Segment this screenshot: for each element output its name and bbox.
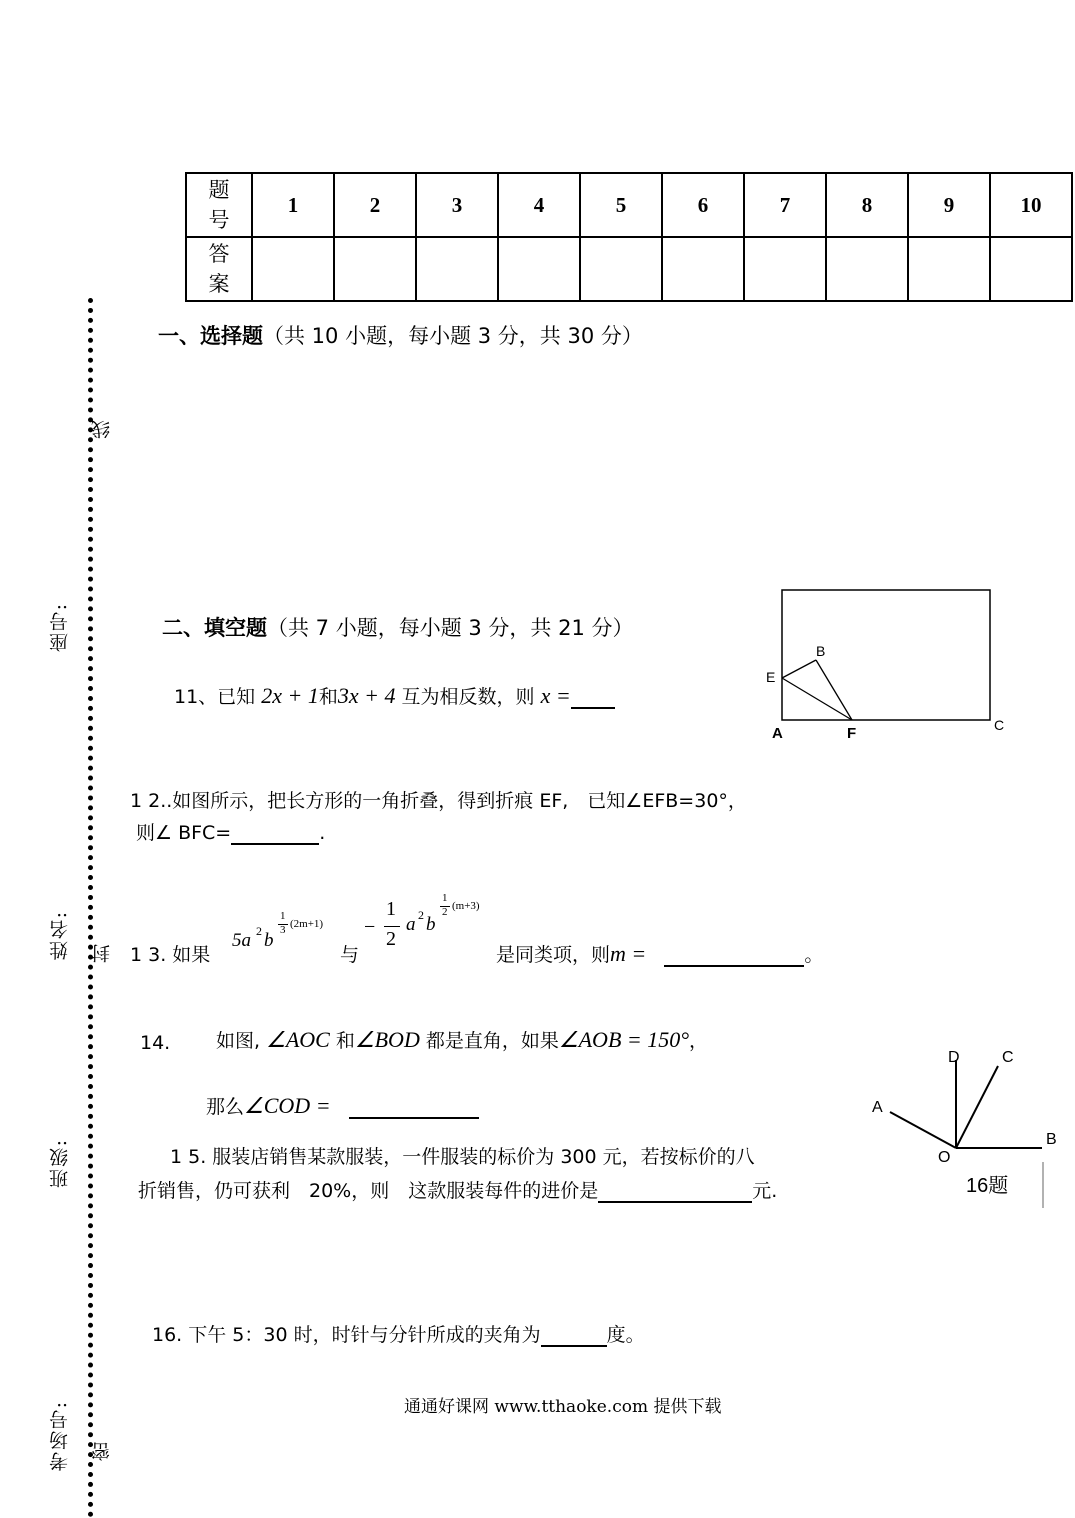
q16-prefix: 16. 下午 5：30 时，时针与分针所成的夹角为 [152,1324,541,1346]
q13-term2-den: 2 [386,928,396,950]
q13-term1-exp-rest: (2m+1) [290,918,324,930]
q11-and: 和 [318,686,338,708]
question-number-cell: 10 [990,173,1072,237]
question-11 [174,682,615,709]
label-e: E [766,669,776,685]
question-12-line1: 1 2..如图所示，把长方形的一角折叠，得到折痕 EF, 已知∠EFB=30°， [130,790,747,812]
label-c: C [994,717,1005,733]
class-label: 班级: [49,1138,71,1189]
figure-angles [862,1040,1070,1212]
q13-term1 [232,906,342,956]
answer-table-header-row [186,173,1072,237]
q12-prefix: 则∠ BFC= [136,822,232,844]
q13-term2-frac-num: 1 [442,892,448,904]
answer-table-answer-row [186,237,1072,301]
question-number-cell: 4 [498,173,580,237]
q12-suffix: . [319,822,326,844]
footer: 通通好课网 www.tthaoke.com 提供下载 [404,1397,722,1417]
q14-comma: ， [689,1030,709,1052]
q13-term2-b: b [426,914,436,935]
q14-answer-blank[interactable] [349,1117,479,1119]
q13-term1-frac-den: 3 [280,924,286,936]
q13-variable: m = [610,941,647,966]
label-c: C [1002,1049,1014,1066]
q14-and: 和 [335,1030,355,1052]
q16-answer-blank[interactable] [541,1345,607,1347]
q16-suffix: 度。 [606,1324,645,1346]
section1-title-bold: 一、选择题 [158,324,263,348]
q11-prefix: 11、已知 [174,686,256,708]
label-a: A [872,1099,883,1116]
section2-title-rest: （共 7 小题，每小题 3 分，共 21 分） [267,616,634,640]
crease-ef [782,678,852,720]
q13-term2-frac-den: 2 [442,906,448,918]
answer-cell[interactable] [908,237,990,301]
answer-cell[interactable] [498,237,580,301]
q13-term2-num: 1 [386,898,396,920]
name-label: 姓名: [49,910,71,961]
seat-number-label: 座号: [49,602,71,653]
q15-line2 [138,1176,777,1203]
seal-char-xian: 线 [91,418,113,439]
q15-suffix: 元. [752,1180,778,1202]
section2-title [162,612,634,642]
q13-mid: 是同类项，则 [496,944,611,966]
answer-cell[interactable] [662,237,744,301]
question-number-cell: 7 [744,173,826,237]
label-d: D [948,1049,960,1066]
label-f: F [847,725,857,742]
question-16 [152,1320,645,1347]
answer-cell[interactable] [252,237,334,301]
q15-line1: 1 5. 服装店销售某款服装，一件服装的标价为 300 元，若按标价的八 [170,1146,755,1168]
fold-edge-bf [816,660,852,720]
q13-term1-b: b [264,930,274,951]
seal-char-feng: 封 [91,942,113,963]
answer-cell[interactable] [744,237,826,301]
figure-caption: 16题 [966,1175,1009,1197]
answer-cell[interactable] [334,237,416,301]
seal-char-mi: 密 [91,1440,113,1461]
question-number-cell: 1 [252,173,334,237]
q13-tail [496,940,823,967]
section2-title-bold: 二、填空题 [162,616,267,640]
label-o: O [938,1149,951,1166]
question-number-header: 题号 [186,173,252,237]
question-number-cell: 6 [662,173,744,237]
question-number-cell: 5 [580,173,662,237]
answer-cell[interactable] [990,237,1072,301]
rectangle-outline [782,590,990,720]
q15-answer-blank[interactable] [598,1201,752,1203]
q13-term2 [364,892,504,960]
q13-term2-frac-bar [384,926,400,927]
q13-term2-sign: − [364,916,376,938]
question-12-line2 [136,818,325,845]
q13-term2-exp-a: 2 [418,908,424,922]
q11-mid: 互为相反数，则 [401,686,535,708]
section1-title-rest: （共 10 小题，每小题 3 分，共 30 分） [263,324,643,348]
q14-then: 那么 [206,1096,245,1118]
exam-room-label: 考场号: [49,1400,71,1472]
q15-prefix: 折销售，仍可获利 20%，则 这款服装每件的进价是 [138,1180,599,1202]
answer-cell[interactable] [416,237,498,301]
q13-term1-coef: 5a [232,930,251,951]
question-number-cell: 3 [416,173,498,237]
q14-angle-aoc: ∠AOC [266,1027,330,1052]
q14-angle-bod: ∠BOD [354,1027,420,1052]
section1-title [158,320,643,350]
q11-variable: x = [540,683,571,708]
q13-prefix: 1 3. 如果 [130,944,211,966]
answer-header: 答案 [186,237,252,301]
label-b: B [816,643,826,659]
q11-expr1: 2x + 1 [261,683,319,708]
label-b: B [1046,1131,1057,1148]
label-a: A [772,725,783,742]
question-number-cell: 2 [334,173,416,237]
q13-term1-exp-a: 2 [256,924,262,938]
ray-oa [890,1112,956,1148]
figure-rectangle-fold [760,582,1020,748]
fold-edge-eb [782,660,816,678]
q12-answer-blank[interactable] [231,843,319,845]
q14-number: 14. [140,1032,171,1054]
answer-cell[interactable] [580,237,662,301]
answer-cell[interactable] [826,237,908,301]
binding-dotted-line [88,298,93,1518]
q14-line1 [216,1026,708,1053]
q13-and: 与 [340,944,360,966]
q13-term2-exp-rest: (m+3) [452,900,480,912]
answer-table [185,172,1073,302]
q14-angle-cod: ∠COD = [244,1093,331,1118]
ray-oc [956,1066,998,1148]
question-number-cell: 9 [908,173,990,237]
q14-intro: 如图, [216,1030,261,1052]
q14-line2 [206,1092,479,1119]
q13-suffix: 。 [804,944,824,966]
q13-answer-blank[interactable] [664,965,804,967]
q11-answer-blank[interactable] [571,707,615,709]
q14-angle-aob: ∠AOB = 150° [558,1027,690,1052]
q11-expr2: 3x + 4 [337,683,396,708]
q13-term1-frac-num: 1 [280,910,286,922]
q14-mid: 都是直角，如果 [425,1030,559,1052]
q13-term2-a: a [406,914,416,935]
question-number-cell: 8 [826,173,908,237]
